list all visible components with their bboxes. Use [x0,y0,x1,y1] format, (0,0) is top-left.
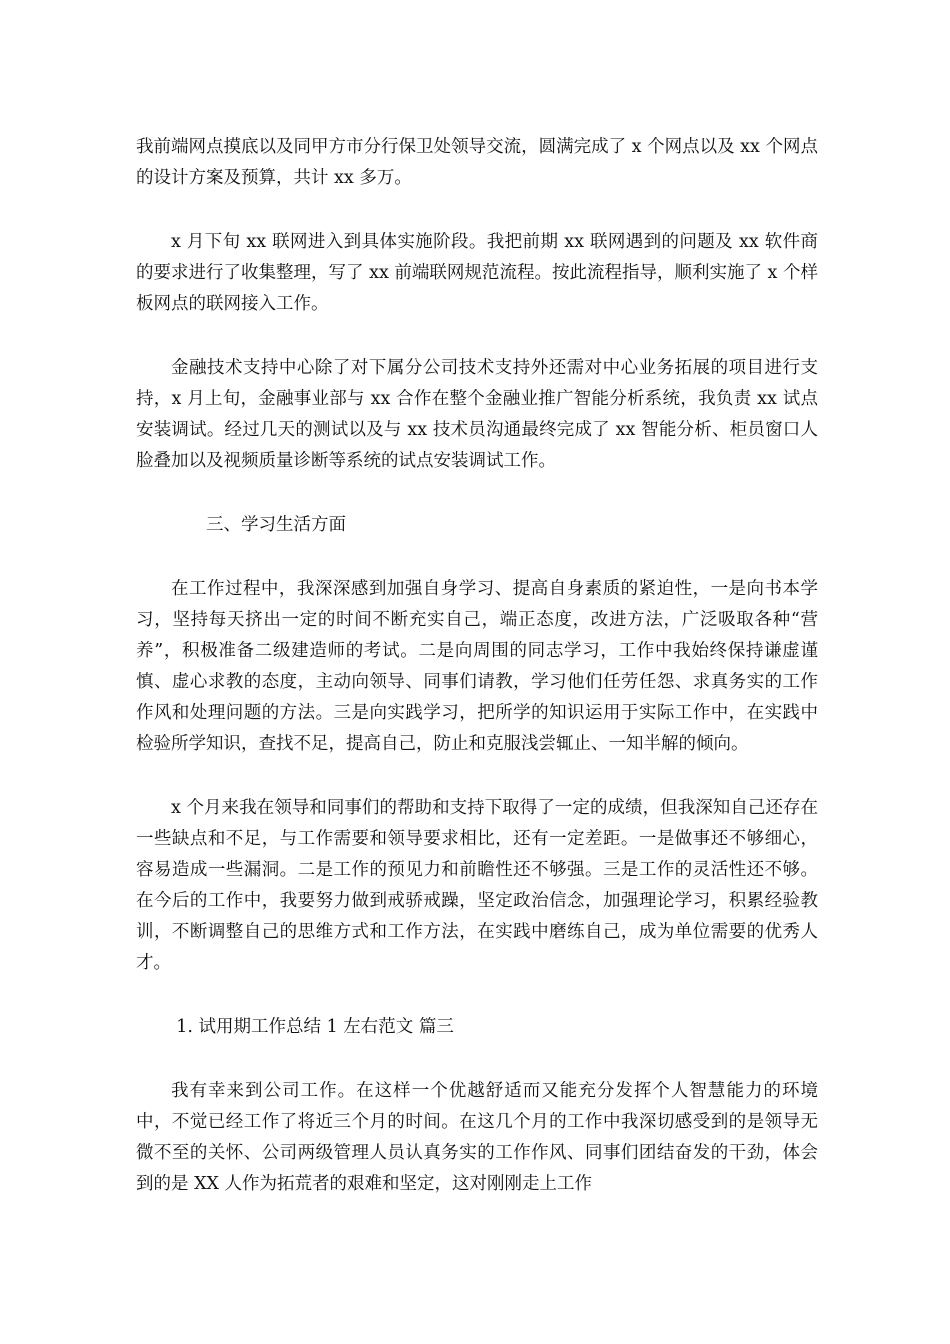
section-heading-study-life: 三、学习生活方面 [206,515,346,535]
article-heading: 1. 试用期工作总结 1 左右范文 篇三 [176,1017,454,1037]
paragraph-shortcomings: x 个月来我在领导和同事们的帮助和支持下取得了一定的成绩，但我深知自己还存在一些缺点和不足，与工作需要和领导要求相比，还有一定差距。一是做事还不够细心，容易造成一些漏洞。二是工作的预见力和前瞻性还不够强。三是工作的灵活性还不够。在今后的工作中，我要努力做到戒骄戒躁，坚定政治信念，加强理论学习，积累经验教训，不断调整自己的思维方式和工作方法，在实践中磨练自己，成为单位需要的优秀人才。 [136,798,818,973]
document-body [136,132,818,1233]
paragraph-networking: x 月下旬 xx 联网进入到具体实施阶段。我把前期 xx 联网遇到的问题及 xx 软件商的要求进行了收集整理，写了 xx 前端联网规范流程。按此流程指导，顺利实施了 x 个样板网点的联网接入工作。 [136,232,818,314]
paragraph-financial-support: 金融技术支持中心除了对下属分公司技术支持外还需对中心业务拓展的项目进行支持，x 月上旬，金融事业部与 xx 合作在整个金融业推广智能分析系统，我负责 xx 试点安装调试。经过几天的测试以及与 xx 技术员沟通最终完成了 xx 智能分析、柜员窗口人脸叠加以及视频质量诊断等系统的试点安装调试工作。 [136,358,818,471]
paragraph-continuation: 我前端网点摸底以及同甲方市分行保卫处领导交流，圆满完成了 x 个网点以及 xx 个网点的设计方案及预算，共计 xx 多万。 [136,137,818,188]
paragraph-learning: 在工作过程中，我深深感到加强自身学习、提高自身素质的紧迫性，一是向书本学习，坚持每天挤出一定的时间不断充实自己，端正态度，改进方法，广泛吸取各种“营养”，积极准备二级建造师的考试。二是向周围的同志学习，工作中我始终保持谦虚谨慎、虚心求教的态度，主动向领导、同事们请教，学习他们任劳任怨、求真务实的工作作风和处理问题的方法。三是向实践学习，把所学的知识运用于实际工作中，在实践中检验所学知识，查找不足，提高自己，防止和克服浅尝辄止、一知半解的倾向。 [136,579,818,754]
paragraph-article-intro: 我有幸来到公司工作。在这样一个优越舒适而又能充分发挥个人智慧能力的环境中，不觉已经工作了将近三个月的时间。在这几个月的工作中我深切感受到的是领导无微不至的关怀、公司两级管理人员认真务实的工作作风、同事们团结奋发的干劲，体会到的是 XX 人作为拓荒者的艰难和坚定，这对刚刚走上工作 [136,1081,818,1194]
